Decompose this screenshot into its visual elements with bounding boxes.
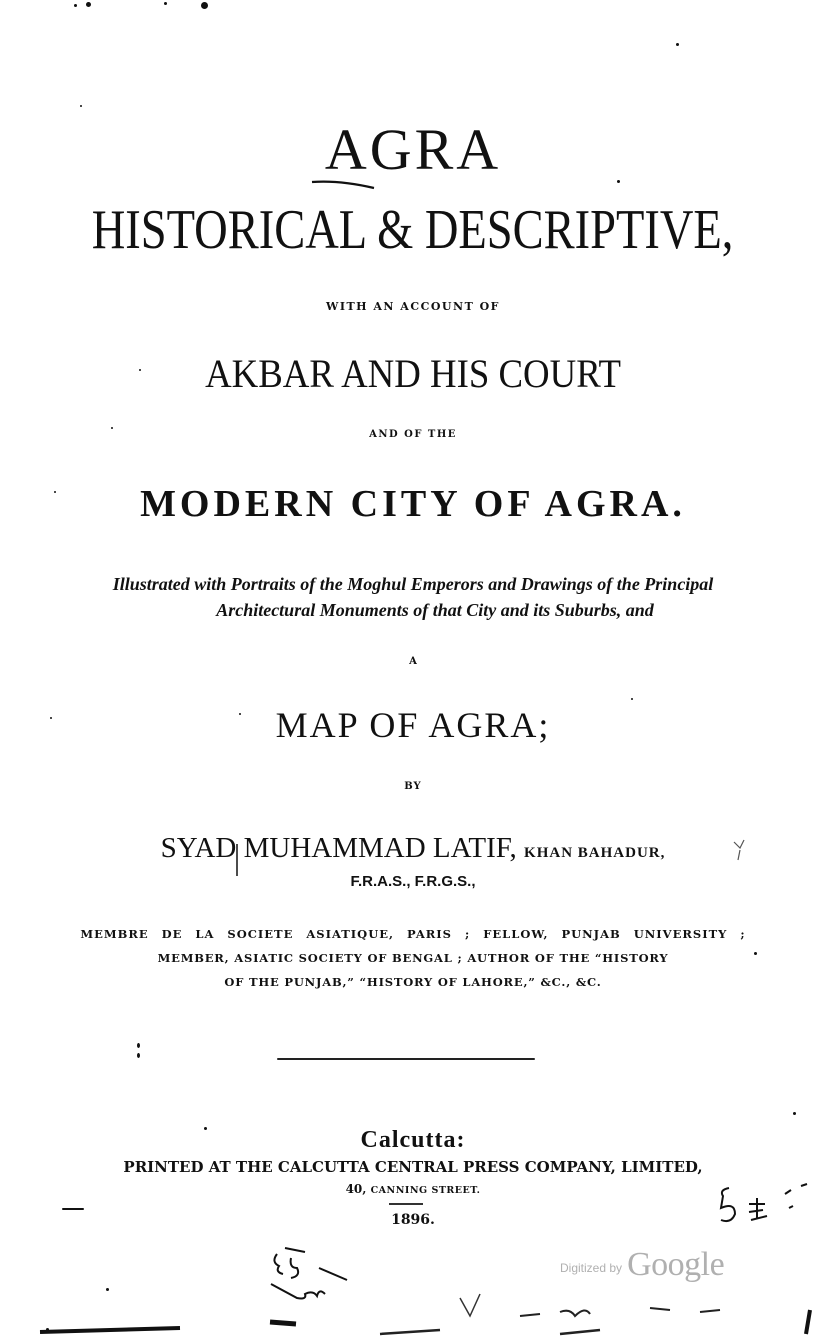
scan-speck xyxy=(239,713,241,715)
scan-speck xyxy=(86,2,91,7)
watermark-brand: Google xyxy=(627,1246,725,1283)
connector-by: BY xyxy=(404,781,422,792)
main-title-text: AGRA xyxy=(324,117,502,182)
illustration-note-line-1: Illustrated with Portraits of the Moghul Emperors and Drawings of the Principal xyxy=(112,574,714,594)
section-akbar-court-text: AKBAR AND HIS COURT xyxy=(205,351,621,396)
bottom-edge-smudges xyxy=(0,1290,826,1338)
pen-underline-mark xyxy=(310,178,380,192)
imprint-address xyxy=(0,1182,826,1196)
scan-speck xyxy=(50,717,52,719)
author-line xyxy=(0,832,826,865)
imprint-city: Calcutta: xyxy=(360,1127,466,1153)
handwritten-shelfmark-icon xyxy=(715,1180,815,1230)
scan-speck xyxy=(139,369,141,371)
scan-speck xyxy=(54,491,56,493)
illustration-note-line-2: Architectural Monuments of that City and its Suburbs, and xyxy=(216,600,654,620)
margin-mark xyxy=(730,836,750,866)
connector-a: A xyxy=(409,656,417,667)
scan-speck xyxy=(631,698,633,700)
scan-speck xyxy=(137,1053,140,1058)
scan-speck xyxy=(137,1043,140,1048)
scan-speck xyxy=(80,105,82,107)
subtitle-text: HISTORICAL & DESCRIPTIVE, xyxy=(92,199,734,261)
scan-speck xyxy=(754,952,757,955)
subtitle xyxy=(0,198,826,262)
section-map-of-agra: MAP OF AGRA; xyxy=(275,705,551,745)
scan-speck xyxy=(204,1127,207,1130)
digitized-by-google-watermark xyxy=(560,1246,724,1284)
imprint-address-street: CANNING STREET. xyxy=(370,1185,481,1196)
imprint-year: 1896. xyxy=(391,1212,435,1228)
watermark-prefix: Digitized by xyxy=(560,1261,623,1275)
imprint-short-rule xyxy=(389,1203,423,1205)
imprint-address-number: 40, xyxy=(345,1182,371,1196)
connector-with-an-account-of: WITH AN ACCOUNT OF xyxy=(325,300,500,313)
author-pen-stroke xyxy=(232,842,242,878)
author-name: SYAD MUHAMMAD LATIF, xyxy=(160,832,517,864)
scan-speck xyxy=(617,180,620,183)
scan-speck xyxy=(106,1288,109,1291)
scan-speck xyxy=(164,2,167,5)
imprint-printer: PRINTED AT THE CALCUTTA CENTRAL PRESS COMPANY, LIMITED, xyxy=(123,1158,703,1176)
affiliation-line-3: OF THE PUNJAB,” “HISTORY OF LAHORE,” &C., &C. xyxy=(224,975,602,989)
scan-speck xyxy=(201,2,208,9)
section-divider-rule xyxy=(277,1058,535,1060)
scan-speck xyxy=(46,1328,49,1331)
affiliation-line-2: MEMBER, ASIATIC SOCIETY OF BENGAL ; AUTHOR OF THE “HISTORY xyxy=(157,951,669,965)
author-degrees: F.R.A.S., F.R.G.S., xyxy=(350,873,476,890)
affiliation-line-1: MEMBRE DE LA SOCIETE ASIATIQUE, PARIS ; FELLOW, PUNJAB UNIVERSITY ; xyxy=(80,927,746,941)
scan-speck xyxy=(62,1208,84,1210)
scan-speck xyxy=(111,427,113,429)
section-modern-city: MODERN CITY OF AGRA. xyxy=(140,483,686,525)
scan-speck xyxy=(793,1112,796,1115)
section-akbar-court xyxy=(0,350,826,397)
scan-speck xyxy=(676,43,679,46)
author-honorific: KHAN BAHADUR, xyxy=(524,845,666,861)
main-title xyxy=(0,116,826,183)
connector-and-of-the: AND OF THE xyxy=(369,429,457,440)
scan-speck xyxy=(74,4,77,7)
